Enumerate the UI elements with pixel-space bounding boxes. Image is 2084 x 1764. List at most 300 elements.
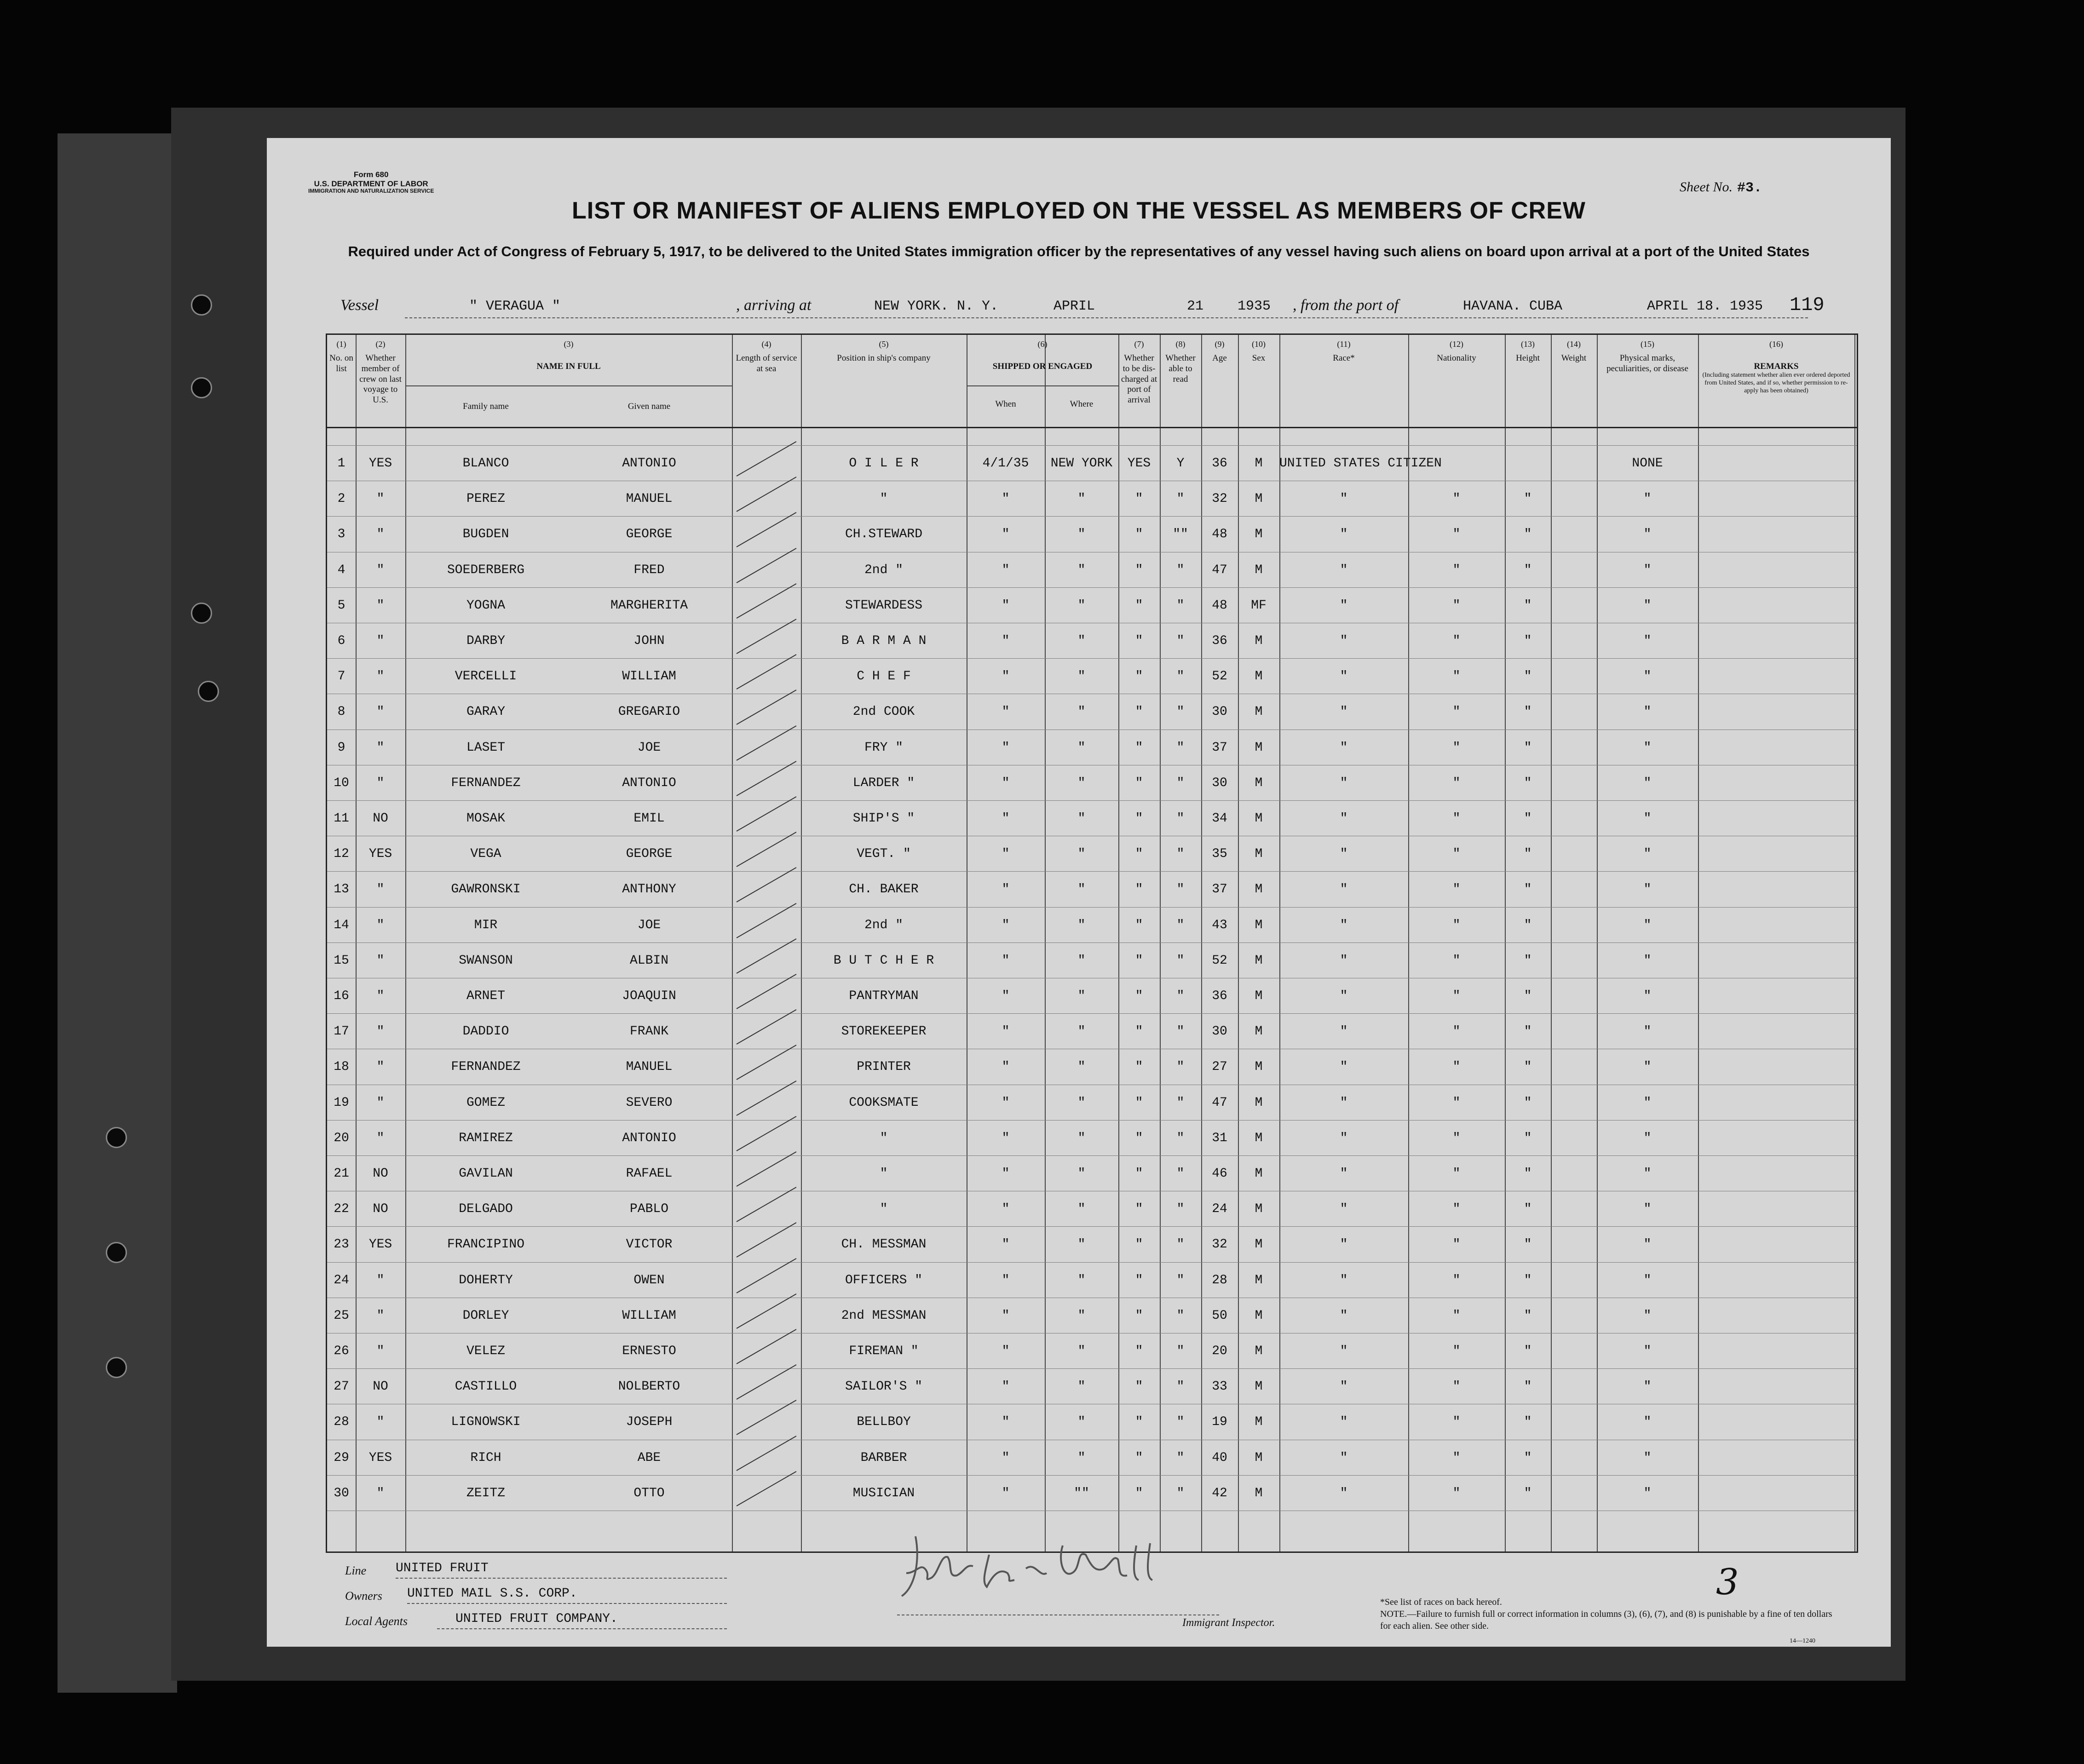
- cell-race: ": [1340, 1202, 1348, 1217]
- agents-rule: [437, 1628, 727, 1629]
- line-label: Line: [345, 1564, 367, 1577]
- cell-disch: ": [1135, 669, 1143, 684]
- cell-where: ": [1077, 1237, 1086, 1252]
- vessel-name: " VERAGUA ": [469, 299, 561, 314]
- cell-disch: ": [1135, 1166, 1143, 1181]
- cell-marks: ": [1643, 953, 1652, 968]
- cell-read: ": [1176, 918, 1185, 932]
- cell-where: ": [1077, 847, 1086, 862]
- cell-family: ARNET: [466, 989, 505, 1003]
- agents-value: UNITED FRUIT COMPANY.: [455, 1612, 618, 1626]
- cell-nat: ": [1452, 776, 1461, 790]
- cell-race: ": [1340, 918, 1348, 932]
- cell-where: ": [1077, 1166, 1086, 1181]
- cell-no: 24: [334, 1273, 349, 1287]
- cell-read: ": [1176, 492, 1185, 506]
- cell-given: MANUEL: [626, 1060, 673, 1074]
- service-length-mark: [737, 1045, 797, 1080]
- cell-no: 13: [334, 882, 349, 897]
- cell-disch: ": [1135, 776, 1143, 790]
- cell-family: MOSAK: [466, 811, 505, 826]
- cell-no: 30: [334, 1486, 349, 1500]
- cell-position: OFFICERS ": [845, 1273, 923, 1287]
- column-number: (3): [564, 339, 574, 349]
- cell-family: FRANCIPINO: [447, 1237, 525, 1252]
- cell-h: ": [1524, 918, 1532, 932]
- arrival-port: NEW YORK. N. Y.: [874, 299, 999, 314]
- cell-sex: M: [1255, 989, 1263, 1003]
- cell-given: WILLIAM: [622, 1308, 676, 1323]
- cell-prev: ": [376, 492, 385, 506]
- cell-age: 52: [1212, 669, 1227, 684]
- column-number: (14): [1567, 339, 1581, 349]
- cell-age: 50: [1212, 1308, 1227, 1323]
- cell-no: 8: [337, 705, 345, 719]
- cell-sex: M: [1255, 1415, 1263, 1430]
- cell-family: VEGA: [470, 847, 501, 862]
- cell-when: ": [1002, 563, 1010, 577]
- cell-where: ": [1077, 1273, 1086, 1287]
- cell-position: CH. MESSMAN: [841, 1237, 927, 1252]
- cell-where: ": [1077, 1131, 1086, 1145]
- cell-read: Y: [1176, 456, 1185, 471]
- cell-family: BLANCO: [462, 456, 509, 471]
- cell-when: ": [1002, 1202, 1010, 1217]
- cell-position: CH. BAKER: [849, 882, 919, 897]
- cell-disch: ": [1135, 1450, 1143, 1465]
- cell-disch: ": [1135, 811, 1143, 826]
- subheader-family: Family name: [463, 402, 509, 411]
- cell-marks: NONE: [1632, 456, 1663, 471]
- column-header: REMARKS: [1754, 362, 1799, 371]
- cell-where: ": [1077, 882, 1086, 897]
- cell-family: RAMIREZ: [459, 1131, 513, 1145]
- cell-no: 3: [337, 527, 345, 542]
- cell-family: DELGADO: [459, 1202, 513, 1217]
- cell-when: ": [1002, 776, 1010, 790]
- cell-no: 20: [334, 1131, 349, 1145]
- cell-disch: ": [1135, 1273, 1143, 1287]
- cell-marks: ": [1643, 918, 1652, 932]
- cell-disch: ": [1135, 1202, 1143, 1217]
- column-number: (4): [761, 339, 771, 349]
- cell-read: ": [1176, 1131, 1185, 1145]
- row-rule: [327, 658, 1857, 659]
- cell-marks: ": [1643, 1344, 1652, 1358]
- cell-where: ": [1077, 1024, 1086, 1039]
- cell-prev: ": [376, 527, 385, 542]
- column-number: (11): [1337, 339, 1351, 349]
- service-length-mark: [737, 761, 797, 796]
- departure-port: HAVANA. CUBA: [1463, 299, 1563, 314]
- row-rule: [327, 1226, 1857, 1227]
- page-subtitle: Required under Act of Congress of February 5, 1917, to be delivered to the United States immigration officer by the representatives of any vessel having such aliens on board upon arrival at a port of the United States: [348, 243, 1810, 259]
- cell-age: 36: [1212, 634, 1227, 648]
- cell-marks: ": [1643, 1095, 1652, 1110]
- cell-no: 5: [337, 598, 345, 613]
- binder-hole: [106, 1242, 127, 1263]
- manifest-ref-number: 119: [1790, 294, 1825, 316]
- cell-read: ": [1176, 1166, 1185, 1181]
- cell-nat: ": [1452, 1273, 1461, 1287]
- sheet-number: [1680, 179, 1762, 196]
- cell-h: ": [1524, 989, 1532, 1003]
- cell-family: GAVILAN: [459, 1166, 513, 1181]
- cell-nat: ": [1452, 740, 1461, 755]
- row-rule: [327, 1368, 1857, 1369]
- arrival-day: 21: [1187, 299, 1204, 314]
- service-length-mark: [737, 583, 797, 619]
- cell-position: SHIP'S ": [852, 811, 915, 826]
- footer-note: [1380, 1596, 1840, 1632]
- cell-sex: M: [1255, 1202, 1263, 1217]
- cell-where: ": [1077, 1308, 1086, 1323]
- cell-h: ": [1524, 705, 1532, 719]
- cell-disch: ": [1135, 527, 1143, 542]
- crew-table: [326, 333, 1858, 1553]
- cell-race: ": [1340, 989, 1348, 1003]
- column-header: Age: [1212, 353, 1227, 363]
- cell-position: VEGT. ": [857, 847, 911, 862]
- cell-given: JOAQUIN: [622, 989, 676, 1003]
- binder-hole: [106, 1357, 127, 1378]
- cell-prev: ": [376, 598, 385, 613]
- column-rule: [405, 335, 406, 1551]
- cell-read: ": [1176, 776, 1185, 790]
- column-number: (16): [1769, 339, 1783, 349]
- cell-position: BELLBOY: [857, 1415, 911, 1430]
- cell-disch: ": [1135, 1095, 1143, 1110]
- cell-nat: ": [1452, 1237, 1461, 1252]
- cell-position: ": [880, 492, 888, 506]
- cell-given: EMIL: [633, 811, 665, 826]
- cell-age: 36: [1212, 456, 1227, 471]
- cell-h: ": [1524, 1166, 1532, 1181]
- cell-where: ": [1077, 563, 1086, 577]
- header-rule: [327, 427, 1857, 428]
- cell-marks: ": [1643, 563, 1652, 577]
- service-length-mark: [737, 1436, 797, 1471]
- arrival-year: 1935: [1238, 299, 1271, 314]
- cell-disch: ": [1135, 847, 1143, 862]
- cell-no: 22: [334, 1202, 349, 1217]
- service-length-mark: [737, 974, 797, 1009]
- column-header: Position in ship's company: [837, 353, 931, 363]
- cell-sex: M: [1255, 1060, 1263, 1074]
- service-length-mark: [737, 1080, 797, 1116]
- cell-nat: ": [1452, 1379, 1461, 1394]
- races-note: *See list of races on back hereof.: [1380, 1597, 1502, 1607]
- cell-disch: ": [1135, 1344, 1143, 1358]
- binder-hole: [191, 603, 212, 624]
- column-rule: [1160, 335, 1161, 1551]
- cell-age: 37: [1212, 882, 1227, 897]
- cell-family: BUGDEN: [462, 527, 509, 542]
- column-number: (1): [336, 339, 346, 349]
- cell-marks: ": [1643, 1024, 1652, 1039]
- cell-where: ": [1077, 989, 1086, 1003]
- cell-marks: ": [1643, 669, 1652, 684]
- cell-marks: ": [1643, 989, 1652, 1003]
- cell-when: ": [1002, 705, 1010, 719]
- cell-h: ": [1524, 1308, 1532, 1323]
- cell-read: ": [1176, 705, 1185, 719]
- cell-prev: ": [376, 882, 385, 897]
- owners-label: Owners: [345, 1589, 382, 1603]
- cell-no: 28: [334, 1415, 349, 1430]
- cell-no: 21: [334, 1166, 349, 1181]
- cell-marks: ": [1643, 1379, 1652, 1394]
- cell-no: 4: [337, 563, 345, 577]
- cell-sex: M: [1255, 1095, 1263, 1110]
- cell-given: OTTO: [633, 1486, 665, 1500]
- penalty-note: NOTE.—Failure to furnish full or correct information in columns (3), (6), (7), and (8) is punishable by a fine of ten dollars for each alien. See other side.: [1380, 1609, 1832, 1631]
- subheader-when: When: [995, 399, 1016, 409]
- cell-when: ": [1002, 669, 1010, 684]
- cell-family: GARAY: [466, 705, 505, 719]
- cell-marks: ": [1643, 776, 1652, 790]
- cell-where: ": [1077, 492, 1086, 506]
- cell-disch: ": [1135, 882, 1143, 897]
- cell-h: ": [1524, 669, 1532, 684]
- cell-when: 4/1/35: [982, 456, 1029, 471]
- cell-age: 52: [1212, 953, 1227, 968]
- subheader-remarks_note: (Including statement whether alien ever ordered deported from United States, and if so, whether permission to re-apply has been obtained): [1702, 372, 1850, 394]
- cell-given: ABE: [637, 1450, 661, 1465]
- cell-where: ": [1077, 811, 1086, 826]
- cell-prev: ": [376, 989, 385, 1003]
- backing-board-left: [58, 133, 177, 1693]
- cell-marks: ": [1643, 1060, 1652, 1074]
- cell-prev: ": [376, 1060, 385, 1074]
- binder-hole: [198, 681, 219, 702]
- cell-disch: ": [1135, 740, 1143, 755]
- cell-family: FERNANDEZ: [451, 1060, 521, 1074]
- cell-sex: MF: [1251, 598, 1267, 613]
- cell-no: 12: [334, 847, 349, 862]
- cell-age: 19: [1212, 1415, 1227, 1430]
- cell-sex: M: [1255, 1273, 1263, 1287]
- cell-given: VICTOR: [626, 1237, 673, 1252]
- cell-family: VERCELLI: [455, 669, 517, 684]
- cell-given: OWEN: [633, 1273, 665, 1287]
- cell-position: COOKSMATE: [849, 1095, 919, 1110]
- cell-given: GEORGE: [626, 527, 673, 542]
- cell-no: 6: [337, 634, 345, 648]
- cell-sex: M: [1255, 847, 1263, 862]
- cell-nat: ": [1452, 1415, 1461, 1430]
- row-rule: [327, 1262, 1857, 1263]
- cell-marks: ": [1643, 705, 1652, 719]
- cell-where: ": [1077, 1060, 1086, 1074]
- cell-read: ": [1176, 1308, 1185, 1323]
- cell-family: CASTILLO: [455, 1379, 517, 1394]
- cell-race: ": [1340, 1308, 1348, 1323]
- cell-when: ": [1002, 811, 1010, 826]
- cell-sex: M: [1255, 456, 1263, 471]
- cell-position: FRY ": [864, 740, 903, 755]
- cell-marks: ": [1643, 1486, 1652, 1500]
- cell-position: ": [880, 1131, 888, 1145]
- row-rule: [327, 587, 1857, 588]
- cell-no: 18: [334, 1060, 349, 1074]
- cell-marks: ": [1643, 1450, 1652, 1465]
- cell-disch: ": [1135, 1379, 1143, 1394]
- header-group-rule: [405, 385, 732, 386]
- cell-race: UNITED STATES CITIZEN: [1279, 456, 1442, 471]
- cell-age: 37: [1212, 740, 1227, 755]
- cell-prev: ": [376, 634, 385, 648]
- cell-race: ": [1340, 634, 1348, 648]
- cell-h: ": [1524, 1060, 1532, 1074]
- row-rule: [327, 516, 1857, 517]
- cell-nat: ": [1452, 847, 1461, 862]
- form-service: IMMIGRATION AND NATURALIZATION SERVICE: [308, 188, 434, 195]
- cell-race: ": [1340, 847, 1348, 862]
- cell-age: 36: [1212, 989, 1227, 1003]
- cell-given: JOHN: [633, 634, 665, 648]
- service-length-mark: [737, 1293, 797, 1329]
- page-title: LIST OR MANIFEST OF ALIENS EMPLOYED ON THE VESSEL AS MEMBERS OF CREW: [572, 197, 1586, 224]
- cell-marks: ": [1643, 1273, 1652, 1287]
- cell-sex: M: [1255, 740, 1263, 755]
- cell-when: ": [1002, 527, 1010, 542]
- cell-nat: ": [1452, 1486, 1461, 1500]
- column-number: (15): [1641, 339, 1654, 349]
- cell-where: ": [1077, 953, 1086, 968]
- cell-read: ": [1176, 1273, 1185, 1287]
- cell-sex: M: [1255, 1486, 1263, 1500]
- service-length-mark: [737, 832, 797, 867]
- column-rule: [1854, 335, 1855, 1551]
- cell-disch: ": [1135, 1415, 1143, 1430]
- cell-h: ": [1524, 598, 1532, 613]
- cell-given: JOSEPH: [626, 1415, 673, 1430]
- cell-given: FRANK: [629, 1024, 668, 1039]
- service-length-mark: [737, 441, 797, 477]
- cell-read: ": [1176, 1095, 1185, 1110]
- cell-nat: ": [1452, 953, 1461, 968]
- cell-given: WILLIAM: [622, 669, 676, 684]
- cell-when: ": [1002, 1024, 1010, 1039]
- cell-given: PABLO: [629, 1202, 668, 1217]
- cell-prev: ": [376, 705, 385, 719]
- service-length-mark: [737, 903, 797, 938]
- cell-no: 17: [334, 1024, 349, 1039]
- cell-age: 24: [1212, 1202, 1227, 1217]
- cell-given: GEORGE: [626, 847, 673, 862]
- cell-age: 33: [1212, 1379, 1227, 1394]
- cell-age: 28: [1212, 1273, 1227, 1287]
- cell-no: 7: [337, 669, 345, 684]
- departure-date: APRIL 18. 1935: [1647, 299, 1763, 314]
- cell-marks: ": [1643, 1308, 1652, 1323]
- column-number: (7): [1134, 339, 1144, 349]
- cell-nat: ": [1452, 1095, 1461, 1110]
- cell-marks: ": [1643, 811, 1652, 826]
- cell-nat: ": [1452, 1166, 1461, 1181]
- cell-given: ANTHONY: [622, 882, 676, 897]
- cell-read: ": [1176, 1486, 1185, 1500]
- printer-tag: 14—1240: [1790, 1638, 1815, 1644]
- cell-no: 10: [334, 776, 349, 790]
- cell-nat: ": [1452, 669, 1461, 684]
- cell-when: ": [1002, 1273, 1010, 1287]
- column-number: (2): [375, 339, 386, 349]
- cell-disch: ": [1135, 1486, 1143, 1500]
- cell-position: CH.STEWARD: [845, 527, 923, 542]
- cell-nat: ": [1452, 1450, 1461, 1465]
- cell-age: 32: [1212, 492, 1227, 506]
- cell-race: ": [1340, 740, 1348, 755]
- cell-race: ": [1340, 1344, 1348, 1358]
- cell-when: ": [1002, 492, 1010, 506]
- column-header: No. on list: [329, 353, 353, 373]
- cell-when: ": [1002, 1344, 1010, 1358]
- cell-prev: NO: [373, 1202, 388, 1217]
- cell-age: 20: [1212, 1344, 1227, 1358]
- agents-label: Local Agents: [345, 1615, 408, 1628]
- cell-age: 46: [1212, 1166, 1227, 1181]
- cell-race: ": [1340, 1024, 1348, 1039]
- service-length-mark: [737, 477, 797, 512]
- cell-sex: M: [1255, 1024, 1263, 1039]
- cell-prev: YES: [368, 1237, 392, 1252]
- cell-marks: ": [1643, 1166, 1652, 1181]
- cell-read: ": [1176, 811, 1185, 826]
- cell-prev: YES: [368, 847, 392, 862]
- manifest-sheet: [267, 138, 1891, 1647]
- cell-age: 43: [1212, 918, 1227, 932]
- cell-given: FRED: [633, 563, 665, 577]
- cell-given: JOE: [637, 740, 661, 755]
- column-rule: [1118, 335, 1119, 1551]
- cell-age: 42: [1212, 1486, 1227, 1500]
- cell-race: ": [1340, 563, 1348, 577]
- row-rule: [327, 907, 1857, 908]
- voyage-line: [340, 294, 1826, 320]
- cell-position: O I L E R: [849, 456, 919, 471]
- cell-race: ": [1340, 1237, 1348, 1252]
- cell-sex: M: [1255, 1379, 1263, 1394]
- cell-position: MUSICIAN: [852, 1486, 915, 1500]
- cell-age: 47: [1212, 1095, 1227, 1110]
- cell-position: PRINTER: [857, 1060, 911, 1074]
- cell-position: ": [880, 1166, 888, 1181]
- cell-disch: YES: [1127, 456, 1151, 471]
- cell-marks: ": [1643, 1415, 1652, 1430]
- cell-family: SOEDERBERG: [447, 563, 525, 577]
- cell-disch: ": [1135, 1024, 1143, 1039]
- cell-family: DORLEY: [462, 1308, 509, 1323]
- cell-nat: ": [1452, 563, 1461, 577]
- cell-read: ": [1176, 1237, 1185, 1252]
- column-header: Physical marks, peculiarities, or disease: [1606, 353, 1688, 373]
- cell-nat: ": [1452, 1131, 1461, 1145]
- cell-position: STOREKEEPER: [841, 1024, 927, 1039]
- cell-family: ZEITZ: [466, 1486, 505, 1500]
- cell-read: ": [1176, 1379, 1185, 1394]
- cell-read: ": [1176, 1060, 1185, 1074]
- cell-given: NOLBERTO: [618, 1379, 680, 1394]
- cell-marks: ": [1643, 492, 1652, 506]
- service-length-mark: [737, 868, 797, 903]
- cell-prev: ": [376, 1131, 385, 1145]
- cell-when: ": [1002, 598, 1010, 613]
- cell-sex: M: [1255, 1237, 1263, 1252]
- cell-nat: ": [1452, 1024, 1461, 1039]
- cell-when: ": [1002, 634, 1010, 648]
